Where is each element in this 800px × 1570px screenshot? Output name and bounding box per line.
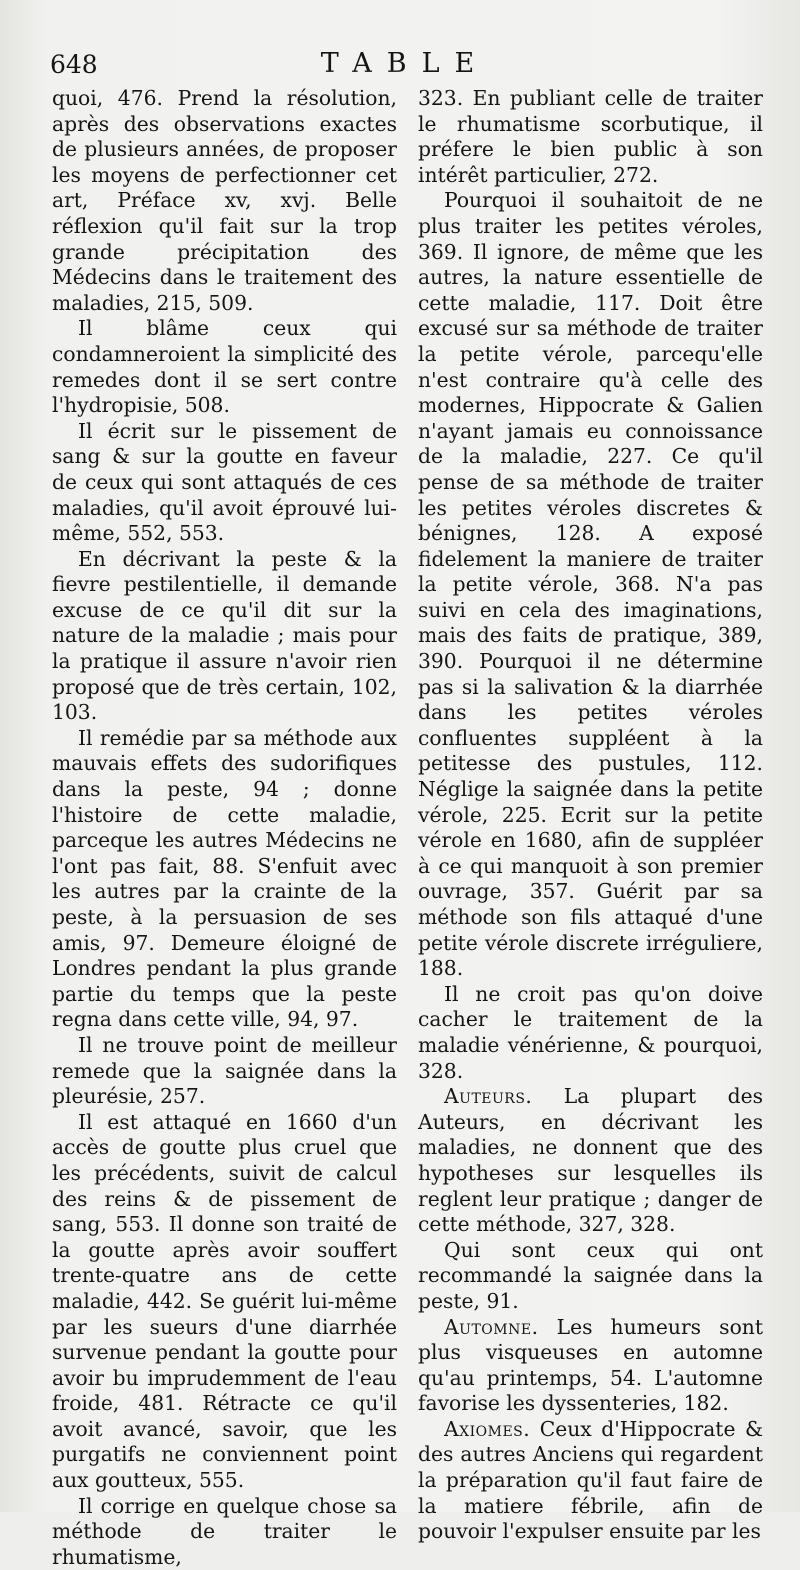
index-paragraph — [418, 982, 763, 1084]
page-number: 648 — [50, 50, 98, 79]
index-paragraph — [52, 547, 397, 726]
entry-text: Il ne croit pas qu'on doive cacher le traitement de la maladie vénérienne, & pourquoi, 328. — [418, 981, 763, 1083]
index-paragraph — [52, 1494, 397, 1570]
page-header — [50, 48, 760, 82]
running-head: TABLE — [320, 48, 490, 79]
index-paragraph — [52, 726, 397, 1033]
entry-text: Ceux d'Hippocrate & des autres Anciens qui regardent la préparation qu'il faut faire de la matiere fébrile, afin de pouvoir l'expulser ensuite par les — [418, 1416, 763, 1544]
entry-heading: Automne. — [444, 1314, 539, 1339]
entry-text: En décrivant la peste & la fievre pestilentielle, il demande excuse de ce qu'il dit sur la nature de la maladie ; mais pour la pratique il assure n'avoir rien proposé que de très certain, 102, 103. — [52, 546, 397, 725]
index-paragraph — [52, 1110, 397, 1494]
entry-text: Il blâme ceux qui condamneroient la simplicité des remedes dont il se sert contre l'hydropisie, 508. — [52, 316, 397, 418]
entry-text: quoi, 476. Prend la résolution, après des observations exactes de plusieurs années, de proposer les moyens de perfectionner cet art, Préface xv, xvj. Belle réflexion qu'il fait sur la trop grande précipitation des Médecins dans le traitement des maladies, 215, 509. — [52, 86, 397, 315]
entry-text: Il écrit sur le pissement de sang & sur la goutte en faveur de ceux qui sont attaqués de ces maladies, qu'il avoit éprouvé lui-même, 552, 553. — [52, 418, 397, 546]
entry-text: Les humeurs sont plus visqueuses en automne qu'au printemps, 54. L'automne favorise les dyssenteries, 182. — [418, 1314, 763, 1416]
index-paragraph — [52, 1033, 397, 1110]
index-paragraph — [52, 419, 397, 547]
index-paragraph — [418, 188, 763, 981]
entry-text: Il est attaqué en 1660 d'un accès de goutte plus cruel que les précédents, suivit de calcul des reins & de pissement de sang, 553. Il donne son traité de la goutte après avoir souffert trente-quatre ans de cette maladie, 442. Se guérit lui-même par les sueurs d'une diarrhée survenue pendant la goutte pour avoir bu imprudemment de l'eau froide, 481. Rétracte ce qu'il avoit avancé, savoir, que les purgatifs ne conviennent point aux goutteux, 555. — [52, 1109, 397, 1493]
index-entry — [418, 1315, 763, 1417]
right-column — [418, 86, 763, 1545]
left-column — [52, 86, 397, 1570]
index-entry — [418, 1417, 763, 1545]
index-paragraph — [52, 316, 397, 418]
continued-paragraph — [52, 86, 397, 316]
continued-paragraph — [418, 86, 763, 188]
entry-text: Il ne trouve point de meilleur remede que la saignée dans la pleurésie, 257. — [52, 1032, 397, 1109]
index-paragraph — [418, 1238, 763, 1315]
index-entry — [418, 1084, 763, 1238]
entry-text: Il remédie par sa méthode aux mauvais effets des sudorifiques dans la peste, 94 ; donne l'histoire de cette maladie, parceque les autres Médecins ne l'ont pas fait, 88. S'enfuit avec les autres par la crainte de la peste, à la persuasion de ses amis, 97. Demeure éloigné de Londres pendant la plus grande partie du temps que la peste regna dans cette ville, 94, 97. — [52, 725, 397, 1032]
entry-text: Qui sont ceux qui ont recommandé la saignée dans la peste, 91. — [418, 1237, 763, 1313]
entry-text: Il corrige en quelque chose sa méthode de traiter le rhumatisme, — [52, 1493, 397, 1569]
entry-text: 323. En publiant celle de traiter le rhumatisme scorbutique, il préfere le bien public à son intérêt particulier, 272. — [418, 86, 763, 187]
entry-text: La plupart des Auteurs, en décrivant les maladies, ne donnent que des hypotheses sur lesquelles ils reglent leur pratique ; danger de cette méthode, 327, 328. — [418, 1084, 763, 1237]
entry-heading: Auteurs. — [444, 1084, 533, 1109]
entry-heading: Axiomes. — [444, 1416, 531, 1441]
entry-text: Pourquoi il souhaitoit de ne plus traiter les petites véroles, 369. Il ignore, de même que les autres, la nature essentielle de cette maladie, 117. Doit être excusé sur sa méthode de traiter la petite vérole, parcequ'elle n'est contraire qu'à celle des modernes, Hippocrate & Galien n'ayant jamais eu connoissance de la maladie, 227. Ce qu'il pense de sa méthode de traiter les petites véroles discretes & bénignes, 128. A exposé fidelement la maniere de traiter la petite vérole, 368. N'a pas suivi en cela des imaginations, mais des faits de pratique, 389, 390. Pourquoi il ne détermine pas si la salivation & la diarrhée dans les petites véroles confluentes suppléent à la petitesse des pustules, 112. Néglige la saignée dans la petite vérole, 225. Ecrit sur la petite vérole en 1680, afin de suppléer à ce qui manquoit à son premier ouvrage, 357. Guérit par sa méthode son fils attaqué d'une petite vérole discrete irréguliere, 188. — [418, 188, 763, 981]
